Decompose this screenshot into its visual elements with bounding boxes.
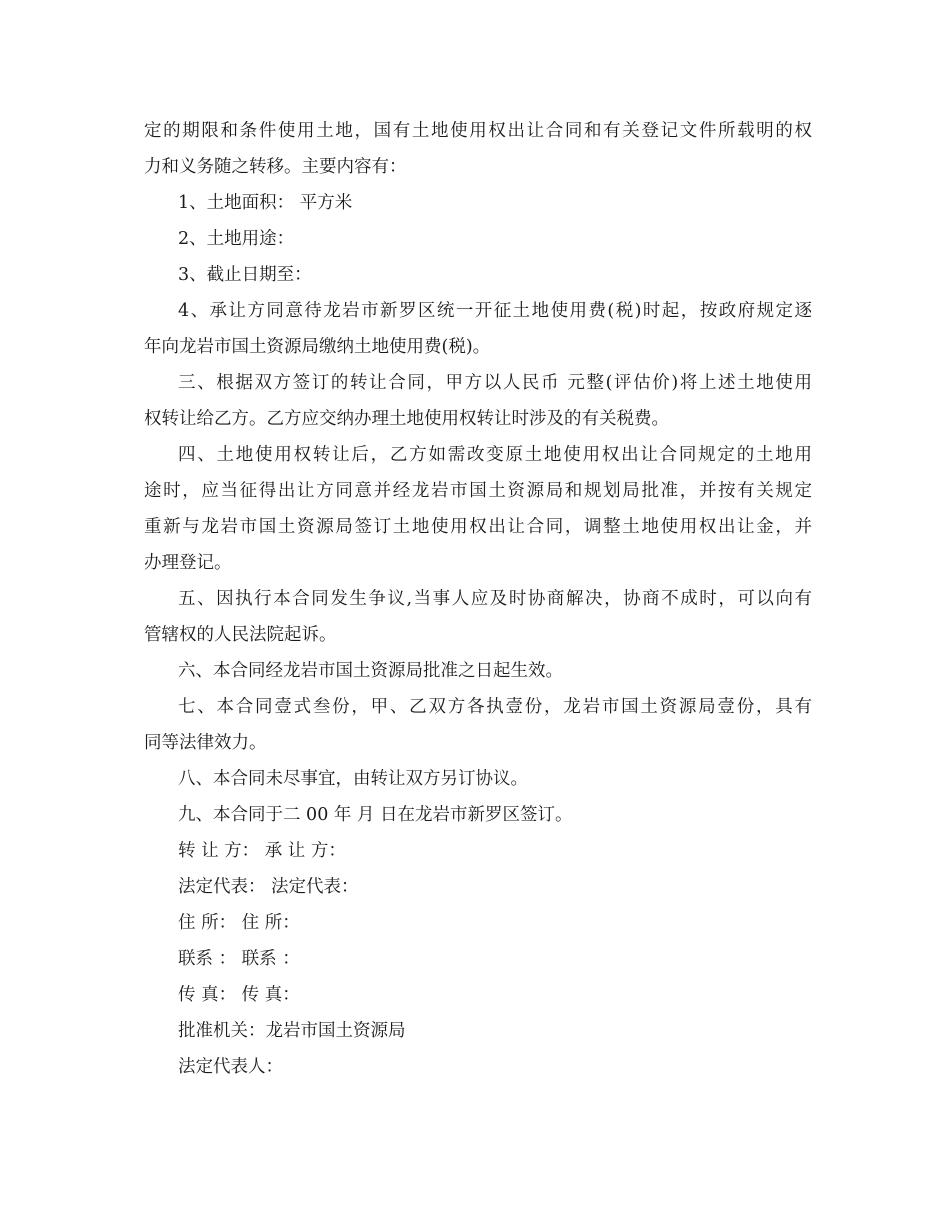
clause-seven: 七、本合同壹式叁份，甲、乙双方各执壹份，龙岩市国土资源局壹份，具有: [178, 697, 812, 717]
signature-contact-line: 联系 ： 联系 ：: [178, 949, 300, 969]
clause-six: 六、本合同经龙岩市国土资源局批准之日起生效。: [178, 661, 563, 681]
signature-representative-line: 法定代表： 法定代表：: [178, 877, 359, 897]
document-page: [144, 113, 812, 1085]
list-item-deadline: 3、截止日期至：: [178, 265, 312, 285]
text-line: 途时，应当征得出让方同意并经龙岩市国土资源局和规划局批准，并按有关规定: [144, 481, 812, 501]
signature-transferor-line: 转 让 方： 承 让 方：: [178, 841, 346, 861]
signature-address-line: 住 所： 住 所：: [178, 913, 300, 933]
signature-fax-line: 传 真： 传 真：: [178, 985, 300, 1005]
text-line: 权转让给乙方。乙方应交纳办理土地使用权转让时涉及的有关税费。: [144, 409, 669, 429]
text-line: 管辖权的人民法院起诉。: [144, 625, 337, 645]
text-line: 同等法律效力。: [144, 733, 267, 753]
clause-three: 三、根据双方签订的转让合同，甲方以人民币 元整(评估价)将上述土地使用: [178, 373, 812, 393]
text-line: 定的期限和条件使用土地，国有土地使用权出让合同和有关登记文件所载明的权: [144, 121, 812, 141]
text-line: 年向龙岩市国土资源局缴纳土地使用费(税)。: [144, 337, 491, 357]
legal-representative-line: 法定代表人：: [178, 1057, 283, 1077]
clause-eight: 八、本合同未尽事宜，由转让双方另订协议。: [178, 769, 528, 789]
text-line: 办理登记。: [144, 553, 232, 573]
list-item-fee: 4、承让方同意待龙岩市新罗区统一开征土地使用费(税)时起，按政府规定逐: [178, 301, 812, 321]
list-item-use: 2、土地用途：: [178, 229, 295, 249]
list-item-area: 1、土地面积： 平方米: [178, 193, 353, 213]
approval-authority-line: 批准机关：龙岩市国土资源局: [178, 1021, 406, 1041]
clause-nine: 九、本合同于二 00 年 月 日在龙岩市新罗区签订。: [178, 805, 573, 825]
clause-five: 五、因执行本合同发生争议,当事人应及时协商解决，协商不成时，可以向有: [178, 589, 812, 609]
text-line: 重新与龙岩市国土资源局签订土地使用权出让合同，调整土地使用权出让金，并: [144, 517, 812, 537]
clause-four: 四、土地使用权转让后，乙方如需改变原土地使用权出让合同规定的土地用: [178, 445, 812, 465]
text-line: 力和义务随之转移。主要内容有：: [144, 157, 407, 177]
